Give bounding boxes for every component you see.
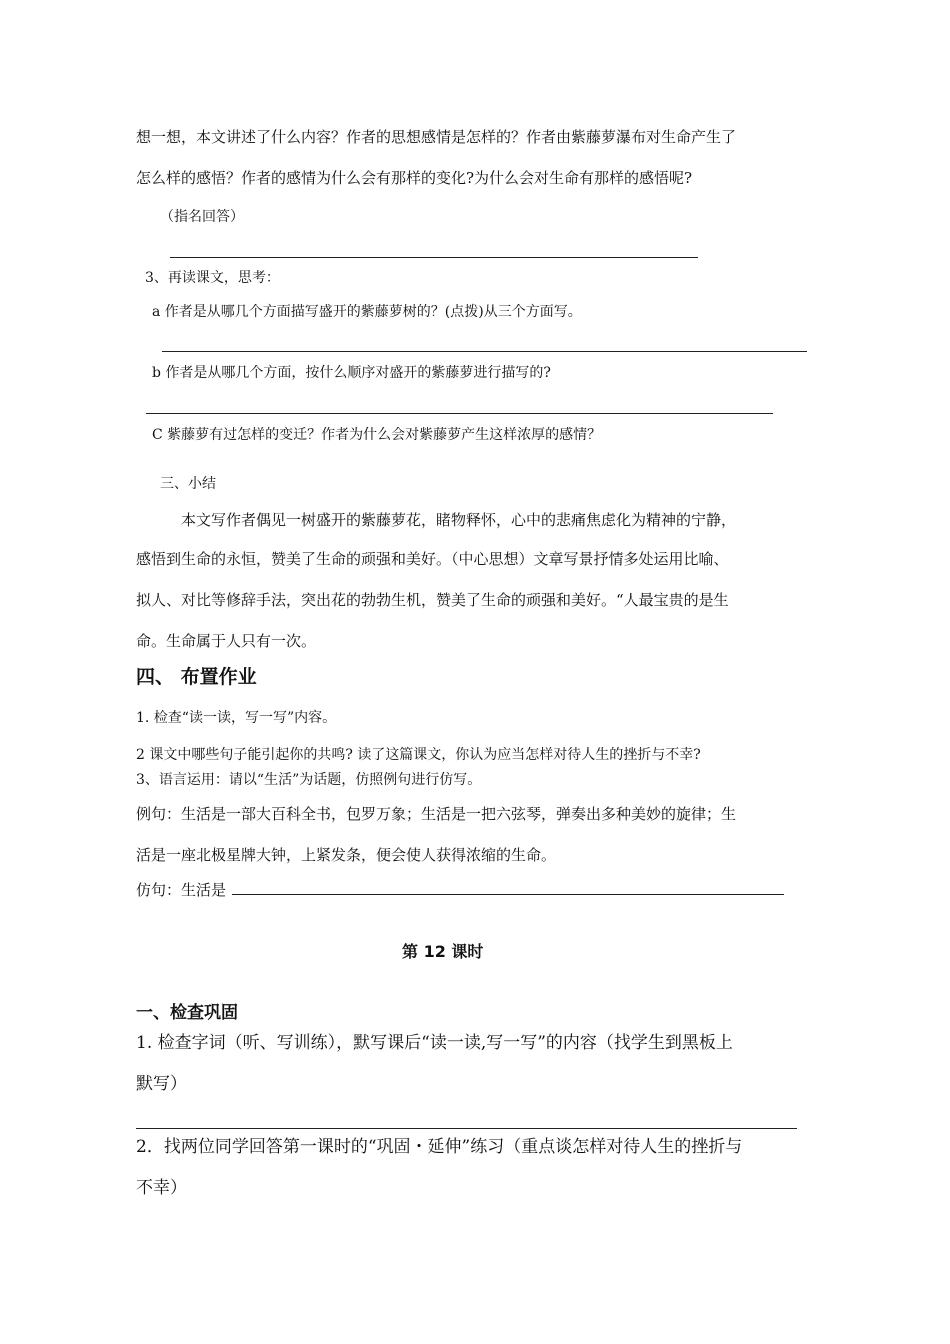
imitation-prompt: 仿句：生活是 (136, 881, 227, 899)
paragraph-line: 默写） (136, 1074, 187, 1094)
paragraph-line: 想一想，本文讲述了什么内容？作者的思想感情是怎样的？作者由紫藤萝瀑布对生命产生了 (136, 128, 737, 146)
paragraph-line: 命。生命属于人只有一次。 (136, 632, 317, 650)
example-line: 活是一座北极星牌大钟，上紧发条，便会使人获得浓缩的生命。 (136, 846, 557, 864)
answer-line (162, 351, 807, 352)
paragraph-line: 1. 检查字词（听、写训练），默写课后“读一读,写一写”的内容（找学生到黑板上 (136, 1033, 733, 1053)
answer-line (170, 257, 698, 258)
paragraph-line: 2．找两位同学回答第一课时的“巩固・延伸”练习（重点谈怎样对待人生的挫折与 (136, 1137, 743, 1157)
lesson-title: 第 12 课时 (402, 942, 484, 961)
example-line: 例句：生活是一部大百科全书，包罗万象；生活是一把六弦琴，弹奏出多种美妙的旋律；生 (136, 805, 737, 823)
paragraph-line: 感悟到生命的永恒，赞美了生命的顽强和美好。（中心思想）文章写景抒情多处运用比喻、 (136, 550, 729, 568)
answer-line (146, 413, 773, 414)
paragraph-line: 怎么样的感悟？作者的感情为什么会有那样的变化?为什么会对生命有那样的感悟呢? (136, 169, 693, 187)
section-heading: 一、检查巩固 (136, 1003, 238, 1023)
section-heading: 四、 布置作业 (136, 666, 257, 688)
homework-item: 2 课文中哪些句子能引起你的共鸣? 读了这篇课文，你认为应当怎样对待人生的挫折与不幸? (136, 747, 701, 763)
answer-blank (232, 880, 784, 895)
paragraph-line: 不幸） (136, 1178, 187, 1198)
answer-line (136, 1128, 797, 1129)
question-a: a 作者是从哪几个方面描写盛开的紫藤萝树的？(点拨)从三个方面写。 (152, 304, 582, 320)
question-heading: 3、再读课文，思考： (145, 270, 280, 286)
homework-item: 3、语言运用：请以“生活”为话题，仿照例句进行仿写。 (136, 772, 482, 788)
question-c: C 紫藤萝有过怎样的变迁？作者为什么会对紫藤萝产生这样浓厚的感情？ (152, 427, 602, 443)
answer-note: （指名回答） (160, 209, 244, 225)
imitation-line (136, 880, 784, 900)
homework-item: 1. 检查“读一读，写一写”内容。 (136, 710, 337, 726)
paragraph-line: 本文写作者偶见一树盛开的紫藤萝花，睹物释怀，心中的悲痛焦虑化为精神的宁静， (181, 511, 737, 529)
question-b: b 作者是从哪几个方面，按什么顺序对盛开的紫藤萝进行描写的? (152, 365, 551, 381)
paragraph-line: 拟人、对比等修辞手法，突出花的勃勃生机，赞美了生命的顽强和美好。“人最宝贵的是生 (136, 591, 729, 609)
section-heading: 三、小结 (160, 476, 216, 492)
